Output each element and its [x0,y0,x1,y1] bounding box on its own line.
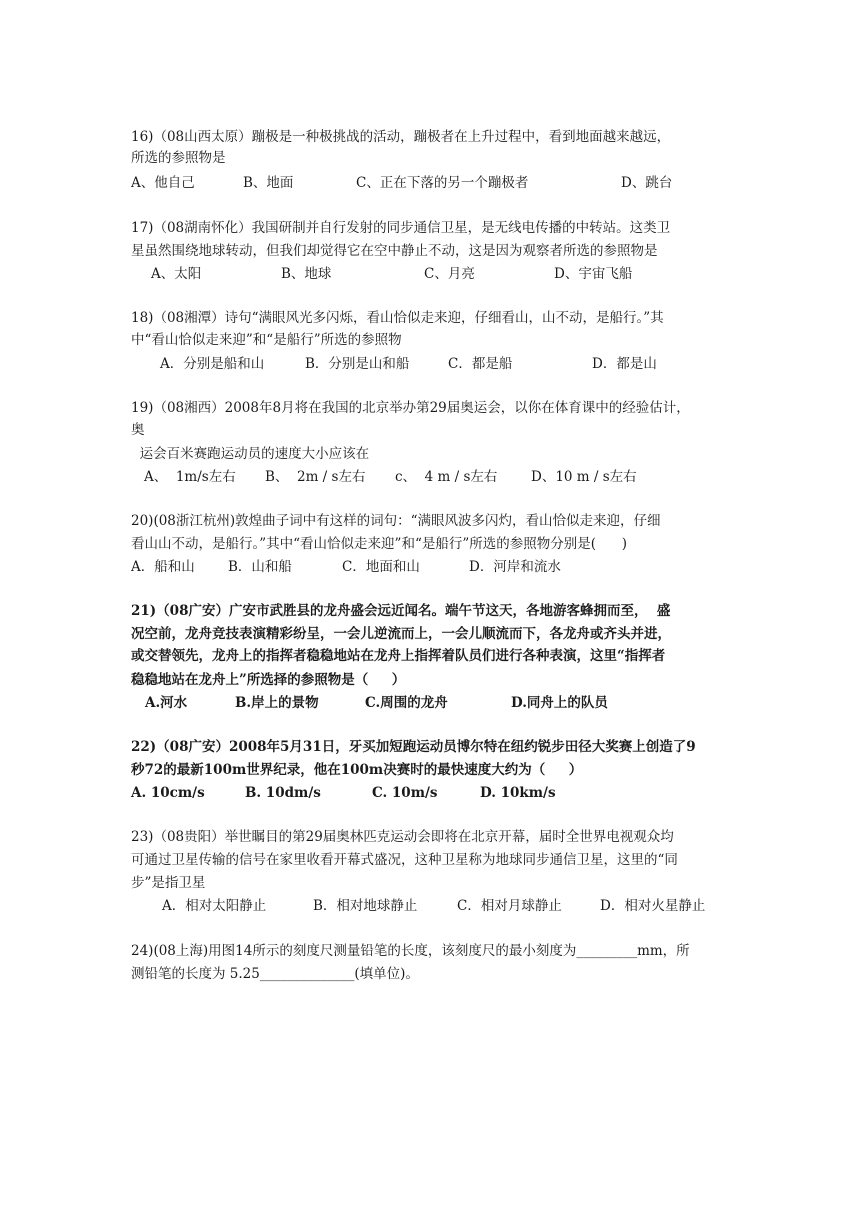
question-text-line: 运会百米赛跑运动员的速度大小应该在 [131,446,370,462]
option-a: A、 1m/s左右 [144,469,236,485]
option-c: C．都是船 [448,356,513,372]
question-text-line: 稳稳地站在龙舟上”所选择的参照物是（ ） [131,672,406,688]
question-text-line: 或交替领先，龙舟上的指挥者稳稳地站在龙舟上指挥着队员们进行各种表演，这里“指挥者 [131,648,666,664]
question-text-line: 可通过卫星传输的信号在家里收看开幕式盛况，这种卫星称为地球同步通信卫星，这里的“同 [131,852,678,868]
question-text-line: 所选的参照物是 [131,150,226,166]
option-d: D、10 m / s左右 [531,469,637,485]
question-text-line: 测铅笔的长度为 5.25______________(填单位)。 [131,966,419,982]
option-b: B. 10dm/s [245,785,321,801]
option-b: B、地面 [243,175,294,191]
question-text-line: 16)（08山西太原）蹦极是一种极挑战的活动，蹦极者在上升过程中，看到地面越来越远， [131,129,671,145]
question-text-line: 17)（08湖南怀化）我国研制并自行发射的同步通信卫星，是无线电传播的中转站。这类卫 [131,220,671,236]
option-b: B、地球 [281,266,332,282]
option-c: c、 4 m / s左右 [395,469,498,485]
option-a: A、太阳 [151,266,202,282]
option-c: C.周围的龙舟 [365,695,448,711]
question-text-line: 星虽然围绕地球转动，但我们却觉得它在空中静止不动，这是因为观察者所选的参照物是 [131,243,658,259]
option-b: B．山和船 [228,559,292,575]
option-c: C．地面和山 [342,559,420,575]
question-text-line: 18)（08湘潭）诗句“满眼风光多闪烁，看山恰似走来迎，仔细看山，山不动，是船行。”其 [131,310,664,326]
option-a: A.河水 [145,695,188,711]
question-text-line: 23)（08贵阳）举世瞩目的第29届奥林匹克运动会即将在北京开幕，届时全世界电视观众均 [131,829,674,845]
option-d: D、宇宙飞船 [554,266,633,282]
option-c: C．相对月球静止 [457,898,562,914]
option-d: D.同舟上的队员 [511,695,608,711]
option-c: C、月亮 [424,266,475,282]
option-c: C、正在下落的另一个蹦极者 [356,175,529,191]
question-text-line: 奥 [131,422,145,438]
question-text-line: 步”是指卫星 [131,875,206,891]
question-text-line: 看山山不动，是船行。”其中“看山恰似走来迎”和“是船行”所选的参照物分别是( ) [131,536,628,552]
option-a: A. 10cm/s [131,785,205,801]
option-a: A．船和山 [131,559,195,575]
option-c: C. 10m/s [372,785,438,801]
question-text-line: 况空前，龙舟竞技表演精彩纷呈，一会儿逆流而上，一会儿顺流而下，各龙舟或齐头并进， [131,626,671,642]
option-b: B．分别是山和船 [305,356,410,372]
option-d: D. 10km/s [480,785,556,801]
question-text-line: 24)(08上海)用图14所示的刻度尺测量铅笔的长度，该刻度尺的最小刻度为_________mm，所 [131,943,690,959]
option-d: D．都是山 [592,356,657,372]
option-d: D．河岸和流水 [469,559,561,575]
question-text-line: 21)（08广安）广安市武胜县的龙舟盛会远近闻名。端午节这天，各地游客蜂拥而至， 盛 [131,603,671,619]
option-d: D．相对火星静止 [600,898,706,914]
option-a: A．分别是船和山 [160,356,265,372]
question-text-line: 20)(08浙江杭州)敦煌曲子词中有这样的词句：“满眼风波多闪灼，看山恰似走来迎，仔细 [131,513,661,529]
question-text-line: 秒72的最新100m世界纪录，他在100m决赛时的最快速度大约为（ ） [131,762,583,778]
option-b: B．相对地球静止 [313,898,418,914]
question-text-line: 22)（08广安）2008年5月31日，牙买加短跑运动员博尔特在纽约锐步田径大奖赛上创造了9 [131,739,696,755]
option-a: A．相对太阳静止 [162,898,267,914]
option-a: A、他自己 [131,175,195,191]
question-text-line: 19)（08湘西）2008年8月将在我国的北京举办第29届奥运会，以你在体育课中的经验估计， [131,400,690,416]
option-b: B、 2m / s左右 [265,469,366,485]
option-d: D、跳台 [621,175,673,191]
question-text-line: 中“看山恰似走来迎”和“是船行”所选的参照物 [131,332,402,348]
option-b: B.岸上的景物 [235,695,319,711]
